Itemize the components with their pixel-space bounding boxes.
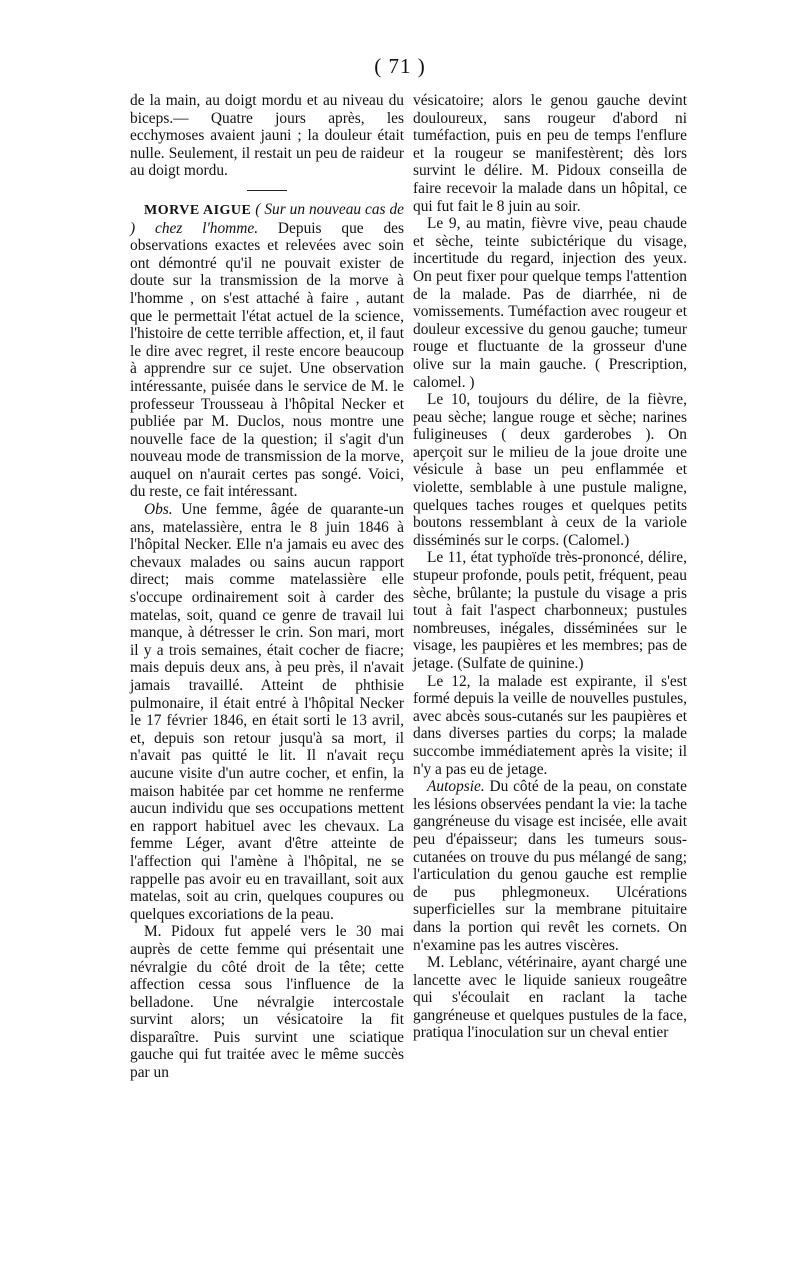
right-column bbox=[413, 92, 687, 1042]
paragraph: M. Leblanc, vétérinaire, ayant chargé une lancette avec le liquide sanieux rougeâtre qui s'écoulait en raclant la tache gangréneuse et quelques pustules de la face, pratiqua l'inoculation sur un cheval entier bbox=[413, 954, 687, 1042]
obs-label: Obs. bbox=[144, 501, 173, 519]
paragraph: de la main, au doigt mordu et au niveau du biceps.— Quatre jours après, les ecchymoses avaient jauni ; la douleur était nulle. Seulement, il restait un peu de raideur au doigt mordu. bbox=[130, 92, 404, 180]
paragraph: Le 10, toujours du délire, de la fièvre, peau sèche; langue rouge et sèche; narines fuligineuses ( deux garderobes ). On aperçoit sur le milieu de la joue droite une vésicule à base un peu enflammée et violette, semblable à une pustule maligne, quelques taches rouges et quelques petits boutons ressemblant à ceux de la variole disséminés sur le corps. (Calomel.) bbox=[413, 391, 687, 549]
section-heading: MORVE AIGUE bbox=[144, 202, 252, 218]
paragraph: vésicatoire; alors le genou gauche devint douloureux, sans rougeur d'abord ni tuméfaction, puis en peu de temps l'enflure et la rougeur se manifestèrent; dès lors survint le délire. M. Pidoux conseilla de faire recevoir la malade dans un hôpital, ce qui fut fait le 8 juin au soir. bbox=[413, 92, 687, 215]
page-number: ( 71 ) bbox=[374, 54, 426, 78]
section-paragraph bbox=[130, 201, 404, 501]
paragraph-text: Une femme, âgée de quarante-un ans, matelassière, entra le 8 juin 1846 à l'hôpital Necker. Elle n'a jamais eu avec des chevaux malades ou sains aucun rapport direct; mais comme matelassière elle s'occupe ordinairement soit à carder des matelas, soit, quand ce genre de travail lui manque, à détresser le crin. Son mari, mort il y a trois semaines, était cocher de fiacre; mais depuis deux ans, à peu près, il n'avait jamais travaillé. Atteint de phthisie pulmonaire, il était entré à l'hôpital Necker le 17 février 1846, en était sorti le 13 avril, et, depuis son retour jusqu'à sa mort, il n'avait pas quitté le lit. Il n'avait reçu aucune visite d'un autre cocher, et enfin, la maison habitée par cet homme ne renferme aucun individu que ses occupations mettent en rapport habituel avec les chevaux. La femme Léger, avant d'être atteinte de l'affection qui l'amène à l'hôpital, ne se rappelle pas avoir eu en travaillant, soit aux matelas, soit au crin, quelques coupures ou quelques excoriations de la peau. bbox=[130, 501, 404, 923]
separator-rule bbox=[247, 190, 287, 191]
autopsy-paragraph bbox=[413, 778, 687, 954]
paragraph: Le 12, la malade est expirante, il s'est formé depuis la veille de nouvelles pustules, avec abcès sous-cutanés sur les paupières et dans diverses parties du corps; la malade succombe immédiatement après la visite; il n'y a pas eu de jetage. bbox=[413, 672, 687, 778]
paragraph-text: Depuis que des observations exactes et relevées avec soin ont démontré qu'il ne pouvait exister de doute sur la transmission de la morve à l'homme , on s'est attaché à faire , autant que le permettait l'état actuel de la science, l'histoire de cette terrible affection, et, il faut le dire avec regret, il reste encore beaucoup à apprendre sur ce sujet. Une observation intéressante, puisée dans le service de M. le professeur Trousseau à l'hôpital Necker et publiée par M. Duclos, nous montre une nouvelle face de la question; il s'agit d'un nouveau mode de transmission de la morve, auquel on n'aurait certes pas songé. Voici, du reste, ce fait intéressant. bbox=[130, 219, 404, 501]
autopsy-label: Autopsie. bbox=[427, 778, 485, 796]
paragraph: M. Pidoux fut appelé vers le 30 mai auprès de cette femme qui présentait une névralgie du côté droit de la tête; cette affection cessa sous l'influence de la belladone. Une névralgie intercostale survint alors; un vésicatoire la fit disparaître. Puis survint une sciatique gauche qui fut traitée avec le même succès par un bbox=[130, 923, 404, 1082]
paragraph: Le 9, au matin, fièvre vive, peau chaude et sèche, teinte subictérique du visage, incertitude du regard, injection des yeux. On peut fixer pour quelque temps l'attention de la malade. Pas de diarrhée, ni de vomissements. Tuméfaction avec rougeur et douleur excessive du genou gauche; tumeur rouge et fluctuante de la grosseur d'une olive sur la main gauche. ( Prescription, calomel. ) bbox=[413, 215, 687, 391]
section-subheading: ( Sur un nouveau cas de ) chez l'homme. bbox=[130, 200, 404, 237]
left-column bbox=[130, 92, 404, 1082]
paragraph-text: Du côté de la peau, on constate les lésions observées pendant la vie: la tache gangréneuse du visage est incisée, elle avait peu d'épaisseur; dans les tumeurs sous-cutanées on trouve du pus mélangé de sang; l'articulation du genou gauche est remplie de pus phlegmoneux. Ulcérations superficielles sur la membrane pituitaire dans la portion qui revêt les cornets. On n'examine pas les autres viscères. bbox=[413, 778, 687, 954]
paragraph: Le 11, état typhoïde très-prononcé, délire, stupeur profonde, pouls petit, fréquent, peau sèche, brûlante; la pustule du visage a pris tout à fait l'aspect charbonneux; pustules nombreuses, inégales, disséminées sur le visage, les paupières et les membres; pas de jetage. (Sulfate de quinine.) bbox=[413, 549, 687, 672]
observation-paragraph bbox=[130, 501, 404, 923]
